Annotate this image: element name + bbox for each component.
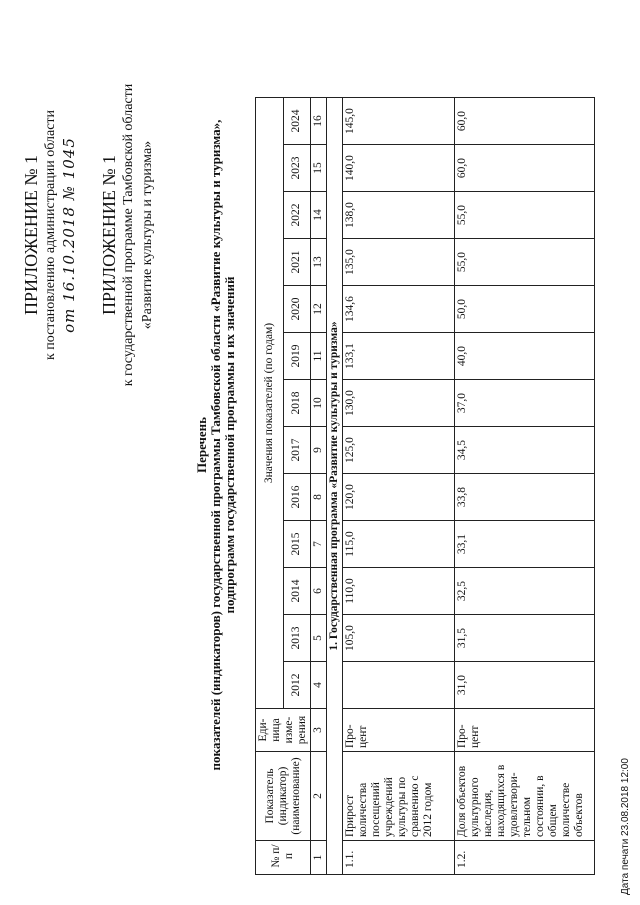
- row-indicator: Доля объектов культурного наследия, находящихся в удовлетвори-тельном состоянии, в общем количестве объектов: [455, 752, 595, 841]
- column-number: 16: [311, 98, 327, 145]
- appendix-decree-line: к постановлению администрации области: [43, 109, 58, 361]
- appendix-header-program: [100, 35, 157, 435]
- program-appendix-line1: к государственной программе Тамбовской области: [121, 83, 136, 387]
- title-line-1: Перечень: [194, 416, 209, 474]
- year-header: 2023: [283, 145, 311, 192]
- row-value: 115,0: [343, 521, 455, 568]
- row-value: 140,0: [343, 145, 455, 192]
- title-line-3: подпрограмм государственной программы и их значений: [222, 276, 237, 614]
- appendix-header-decree: [22, 35, 79, 435]
- year-header: 2022: [283, 192, 311, 239]
- section-heading: 1. Государственная программа «Развитие культуры и туризма»: [327, 98, 343, 875]
- column-number: 11: [311, 333, 327, 380]
- row-unit: Про-цент: [343, 709, 455, 752]
- row-value: 60,0: [455, 145, 595, 192]
- year-header: 2017: [283, 427, 311, 474]
- row-value: 33,1: [455, 521, 595, 568]
- column-number: 2: [311, 752, 327, 841]
- column-number: 14: [311, 192, 327, 239]
- print-date: Дата печати 23.08.2018 12:00: [620, 758, 631, 895]
- year-header: 2020: [283, 286, 311, 333]
- column-number-row: [311, 98, 327, 875]
- row-value: 134,6: [343, 286, 455, 333]
- row-value: 40,0: [455, 333, 595, 380]
- row-value: 55,0: [455, 192, 595, 239]
- row-value: 37,0: [455, 380, 595, 427]
- row-value: 32,5: [455, 568, 595, 615]
- column-number: 10: [311, 380, 327, 427]
- section-row: [327, 98, 343, 875]
- column-number: 13: [311, 239, 327, 286]
- document-title: [195, 45, 237, 845]
- year-header: 2015: [283, 521, 311, 568]
- year-header: 2013: [283, 615, 311, 662]
- column-number: 3: [311, 709, 327, 752]
- column-number: 4: [311, 662, 327, 709]
- row-value: 133,1: [343, 333, 455, 380]
- row-value: 31,5: [455, 615, 595, 662]
- year-header: 2014: [283, 568, 311, 615]
- year-header: 2018: [283, 380, 311, 427]
- program-appendix-line2: «Развитие культуры и туризма»: [140, 140, 155, 330]
- column-number: 9: [311, 427, 327, 474]
- column-number: 5: [311, 615, 327, 662]
- column-number: 8: [311, 474, 327, 521]
- header-no: № п/п: [256, 841, 311, 875]
- column-number: 7: [311, 521, 327, 568]
- row-value: 60,0: [455, 98, 595, 145]
- header-values: Значения показателей (по годам): [256, 98, 284, 709]
- row-number: 1.2.: [455, 841, 595, 875]
- indicators-table: [255, 97, 595, 875]
- table-header-row: [256, 98, 284, 875]
- row-value: 34,5: [455, 427, 595, 474]
- handwritten-date-number: от 16.10.2018 № 1045: [60, 137, 78, 333]
- appendix-title: ПРИЛОЖЕНИЕ № 1: [21, 154, 41, 316]
- row-value: 50,0: [455, 286, 595, 333]
- header-unit: Еди-ница изме-рения: [256, 709, 311, 752]
- row-value: 110,0: [343, 568, 455, 615]
- column-number: 6: [311, 568, 327, 615]
- row-value: [343, 662, 455, 709]
- year-header: 2024: [283, 98, 311, 145]
- column-number: 12: [311, 286, 327, 333]
- table-row: [343, 98, 455, 875]
- program-appendix-title: ПРИЛОЖЕНИЕ № 1: [99, 154, 119, 316]
- row-value: 105,0: [343, 615, 455, 662]
- row-value: 145,0: [343, 98, 455, 145]
- column-number: 15: [311, 145, 327, 192]
- row-indicator: Прирост количества посещений учреждений культуры по сравнению с 2012 годом: [343, 752, 455, 841]
- year-header: 2019: [283, 333, 311, 380]
- row-value: 130,0: [343, 380, 455, 427]
- row-value: 55,0: [455, 239, 595, 286]
- year-header: 2021: [283, 239, 311, 286]
- row-value: 31,0: [455, 662, 595, 709]
- row-unit: Про-цент: [455, 709, 595, 752]
- table-row: [455, 98, 595, 875]
- row-value: 125,0: [343, 427, 455, 474]
- title-line-2: показателей (индикаторов) государственной программы Тамбовской области «Развитие культуры и туризма»,: [208, 119, 223, 771]
- row-value: 33,8: [455, 474, 595, 521]
- year-header: 2016: [283, 474, 311, 521]
- column-number: 1: [311, 841, 327, 875]
- row-value: 135,0: [343, 239, 455, 286]
- year-header: 2012: [283, 662, 311, 709]
- row-number: 1.1.: [343, 841, 455, 875]
- row-value: 138,0: [343, 192, 455, 239]
- header-indicator: Показатель (индикатор) (наименование): [256, 752, 311, 841]
- row-value: 120,0: [343, 474, 455, 521]
